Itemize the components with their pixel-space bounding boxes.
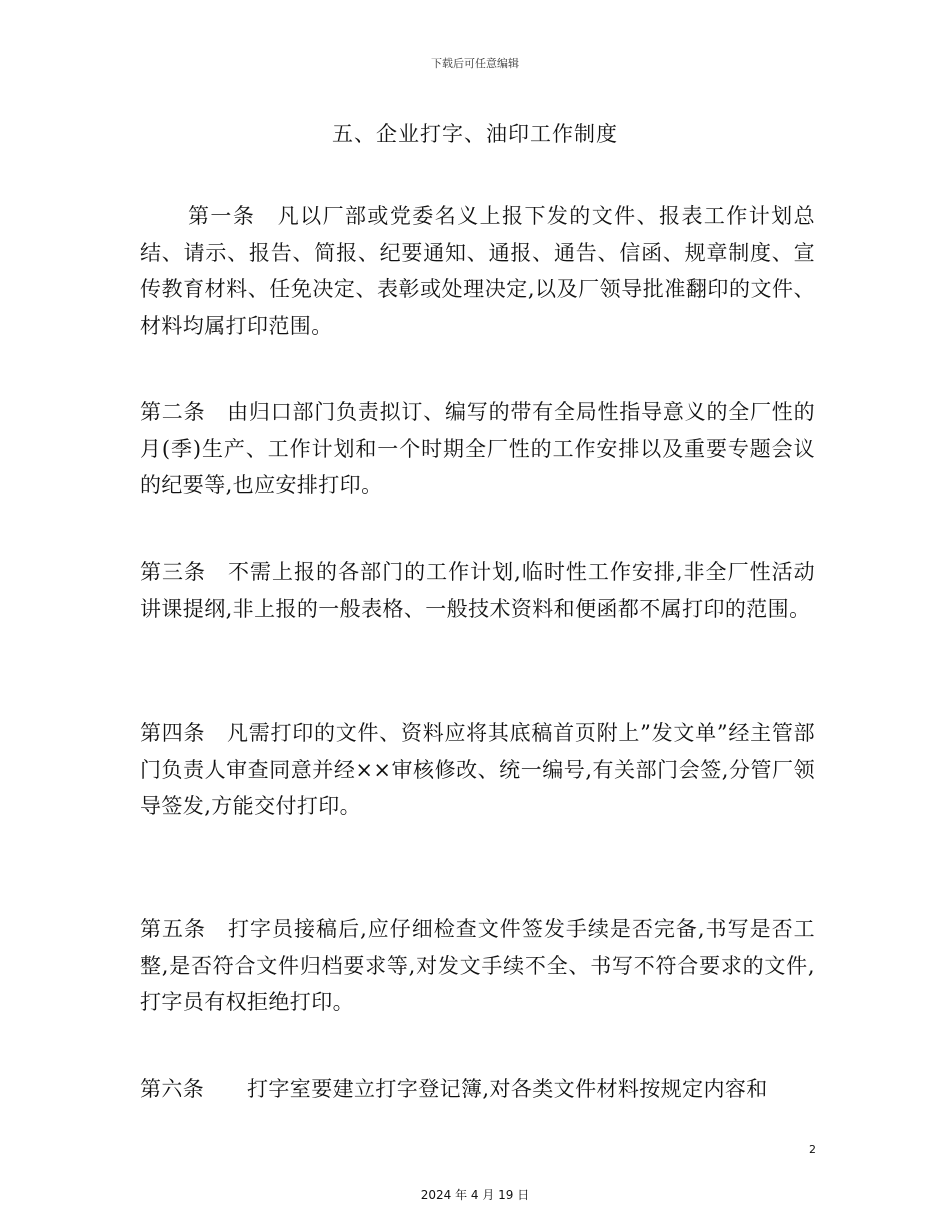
- footer-date: 2024 年 4 月 19 日: [420, 1188, 530, 1202]
- page-number: 2: [809, 1143, 816, 1156]
- article-5: 第五条 打字员接稿后,应仔细检查文件签发手续是否完备,书写是否工整,是否符合文件归档要求等,对发文手续不全、书写不符合要求的文件,打字员有权拒绝打印。: [140, 917, 815, 1014]
- document-title: 五、企业打字、油印工作制度: [332, 122, 618, 146]
- article-4: 第四条 凡需打印的文件、资料应将其底稿首页附上”发文单”经主管部门负责人审查同意并经××审核修改、统一编号,有关部门会签,分管厂领导签发,方能交付打印。: [140, 721, 815, 818]
- page-header: 下载后可任意编辑: [431, 57, 519, 70]
- article-6: 第六条 打字室要建立打字登记簿,对各类文件材料按规定内容和: [140, 1077, 768, 1101]
- article-1: 第一条 凡以厂部或党委名义上报下发的文件、报表工作计划总结、请示、报告、简报、纪要通知、通报、通告、信函、规章制度、宣传教育材料、任免决定、表彰或处理决定,以及厂领导批准翻印的文件、材料均属打印范围。: [140, 204, 815, 338]
- article-2: 第二条 由归口部门负责拟订、编写的带有全局性指导意义的全厂性的月(季)生产、工作计划和一个时期全厂性的工作安排以及重要专题会议的纪要等,也应安排打印。: [140, 400, 815, 497]
- article-3: 第三条 不需上报的各部门的工作计划,临时性工作安排,非全厂性活动讲课提纲,非上报的一般表格、一般技术资料和便函都不属打印的范围。: [140, 560, 815, 621]
